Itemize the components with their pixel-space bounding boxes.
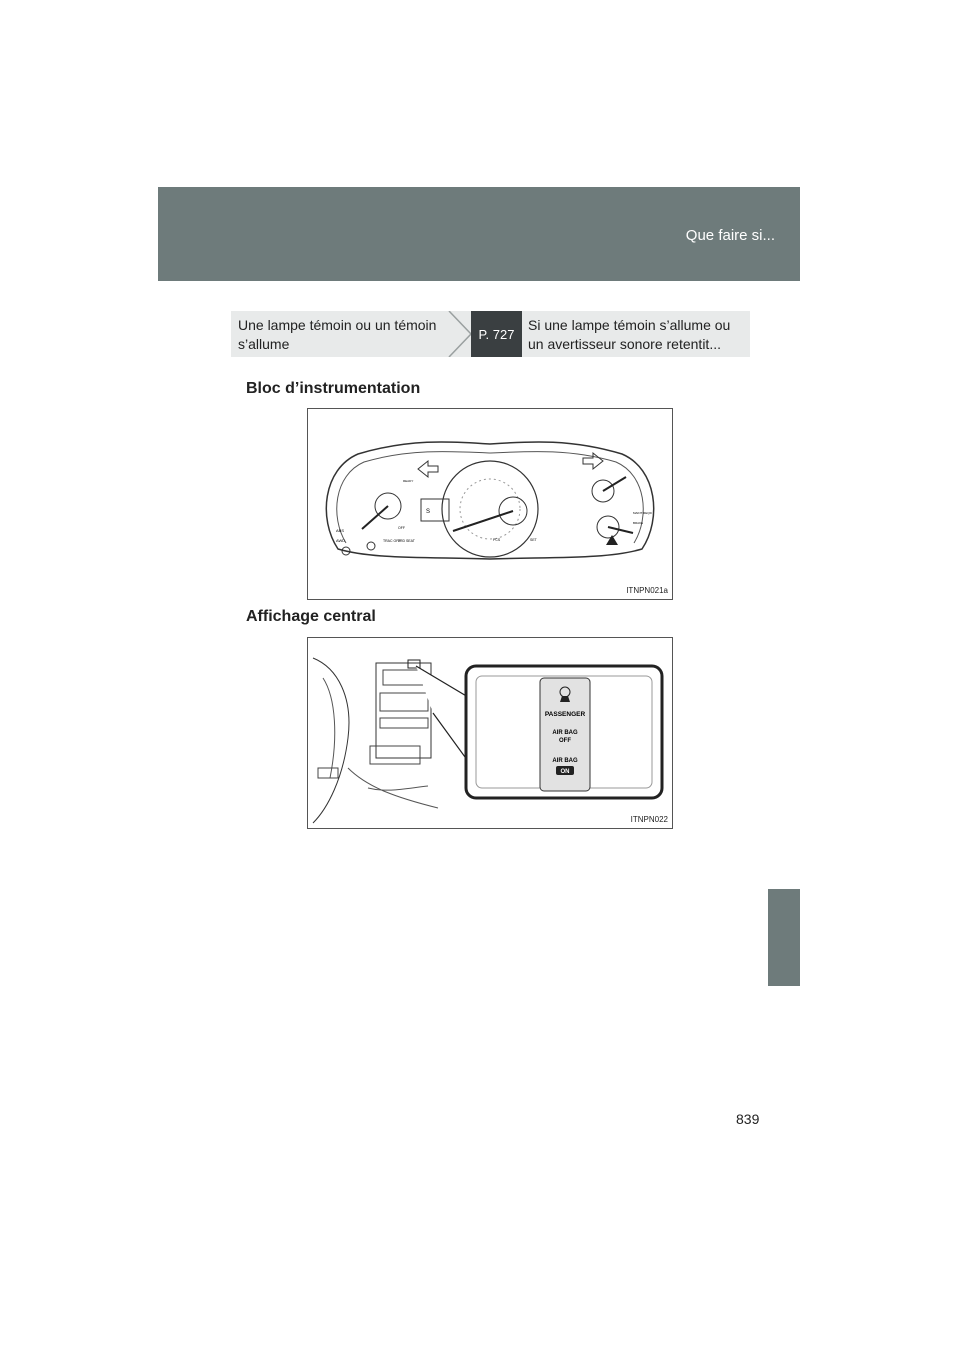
label-awd: AWD [336,538,346,543]
nav-right-box [522,311,750,357]
airbag-off-line2: OFF [559,738,571,744]
central-display-figure [307,637,673,829]
dashboard-illustration [308,638,672,828]
label-brake: BRAKE [633,521,644,525]
nav-right-text: Si une lampe témoin s’allume ou un avertisseur sonore retentit... [528,317,731,352]
label-set: SET [530,538,537,542]
label-seat: 3RD SEAT [398,539,415,543]
figure-code: ITNPN022 [630,815,668,824]
airbag-off-line1: AIR BAG [552,730,578,736]
cross-reference-bar[interactable] [231,311,750,357]
page-number: 839 [736,1111,760,1127]
section-title-central-display: Affichage central [246,608,376,625]
label-trac-off: TRAC OFF [383,539,401,543]
label-s: S [426,509,431,515]
passenger-label: PASSENGER [544,711,586,718]
airbag-on-line2: ON [560,769,570,775]
section-title-cluster: Bloc d’instrumentation [246,380,421,397]
airbag-on-line1: AIR BAG [552,758,578,764]
label-abs: ABS [336,528,345,533]
header-band [158,187,800,281]
chevron-right-icon [231,311,491,357]
chapter-tab [768,889,800,986]
figure-code: ITNPN021a [626,586,668,595]
nav-left-text: Une lampe témoin ou un témoin s’allume [238,317,437,352]
page-reference-link[interactable]: P. 727 [471,311,522,357]
label-pcs: PCS [493,538,501,542]
instrument-cluster-figure [307,408,673,600]
header-title: Que faire si... [685,227,775,244]
label-ready: READY [403,479,414,483]
label-off: OFF [398,526,405,530]
instrument-cluster-illustration [308,409,672,599]
label-maint: MAINT REQD [633,511,652,515]
